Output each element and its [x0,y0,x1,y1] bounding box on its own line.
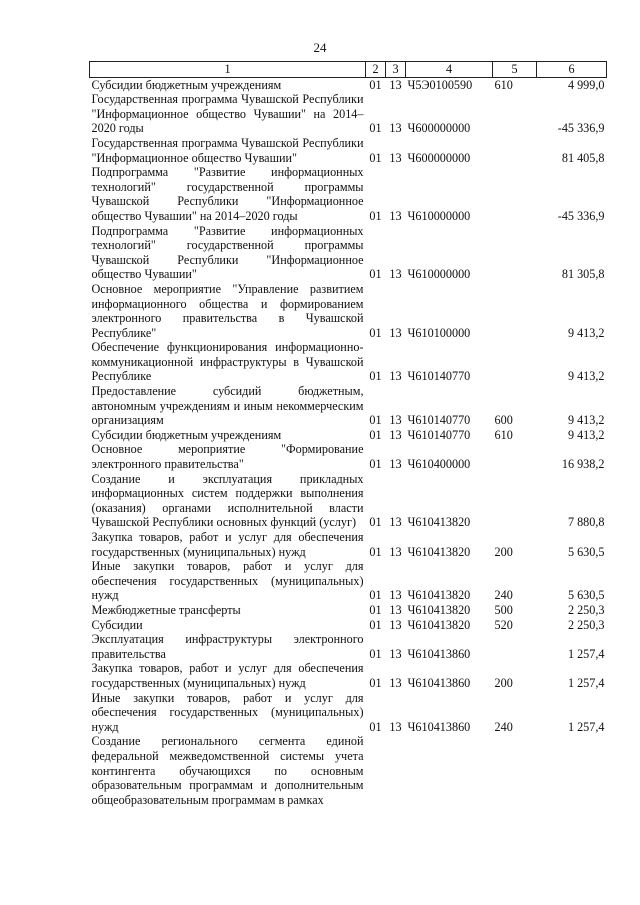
table-row [90,603,607,618]
row-subsection: 13 [389,77,402,92]
row-target-article: Ч610140770 [407,369,471,384]
row-expense-type [493,92,537,136]
row-section: 01 [369,457,382,472]
row-name: Межбюджетные трансферты [91,602,241,617]
table-row [90,618,607,633]
header-col-1: 1 [90,62,366,78]
header-col-5: 5 [493,62,537,78]
row-target-article: Ч610400000 [407,457,471,472]
row-expense-type: 610 [494,77,513,92]
row-section: 01 [369,675,382,690]
row-target-article: Ч610000000 [407,267,471,282]
row-target-article: Ч610413860 [407,719,471,734]
row-subsection: 13 [389,544,402,559]
table-row [90,691,607,735]
row-expense-type [493,136,537,165]
row-target-article: Ч610000000 [407,208,471,223]
row-section: 01 [369,208,382,223]
row-expense-type: 240 [494,719,513,734]
row-name: Субсидии бюджетным учреждениям [91,427,282,442]
row-section: 01 [369,646,382,661]
table-row [90,442,607,471]
row-name: Закупка товаров, работ и услуг для обеспечения государственных (муниципальных) нужд [91,530,364,559]
row-amount: 9 413,2 [567,369,605,384]
row-amount: 4 999,0 [567,77,605,92]
row-amount: 16 938,2 [561,457,605,472]
header-col-2: 2 [366,62,386,78]
row-target-article: Ч5Э0100590 [407,77,473,92]
row-expense-type [493,165,537,223]
row-target-article: Ч610413820 [407,544,471,559]
table-row [90,282,607,340]
row-section: 01 [369,77,382,92]
row-target-article: Ч610413860 [407,675,471,690]
table-row [90,428,607,443]
row-target-article: Ч610140770 [407,413,471,428]
page-number: 24 [313,40,327,55]
row-subsection: 13 [389,457,402,472]
row-name: Иные закупки товаров, работ и услуг для обеспечения государственных (муниципальных) нужд [91,690,364,734]
row-expense-type: 610 [494,427,513,442]
row-amount: 1 257,4 [567,675,605,690]
row-expense-type [493,472,537,530]
row-name: Закупка товаров, работ и услуг для обеспечения государственных (муниципальных) нужд [91,661,364,690]
row-expense-type [493,282,537,340]
row-subsection: 13 [389,602,402,617]
header-col-3: 3 [386,62,406,78]
row-name: Эксплуатация инфраструктуры электронного правительства [91,632,364,661]
row-amount: 1 257,4 [567,646,605,661]
table-row [90,92,607,136]
row-section: 01 [369,617,382,632]
table-row [90,340,607,384]
row-subsection [386,734,406,807]
budget-table [89,61,607,807]
row-amount: 5 630,5 [567,544,605,559]
row-expense-type [493,442,537,471]
row-expense-type [493,340,537,384]
row-name: Государственная программа Чувашской Республики "Информационное общество Чувашии" [91,135,364,165]
table-row [90,734,607,807]
table-row [90,224,607,282]
row-amount [537,734,607,807]
table-row [90,384,607,428]
row-expense-type [493,632,537,661]
row-amount: 1 257,4 [567,719,605,734]
row-name: Субсидии бюджетным учреждениям [91,77,282,92]
row-expense-type: 240 [494,588,513,603]
row-name: Создание регионального сегмента единой федеральной межведомственной системы учета контингента обучающихся по основным образовательным программам и дополнительным общеобразовательным программам в рамках [91,734,364,807]
table-row [90,559,607,603]
row-target-article: Ч610413820 [407,617,471,632]
row-target-article: Ч610100000 [407,325,471,340]
row-target-article: Ч610413860 [407,646,471,661]
table-row [90,136,607,165]
row-name: Основное мероприятие "Формирование электронного правительства" [91,442,364,472]
row-expense-type: 500 [494,602,513,617]
row-expense-type: 600 [494,413,513,428]
row-subsection: 13 [389,617,402,632]
row-section: 01 [369,369,382,384]
row-section: 01 [369,719,382,734]
table-row [90,77,607,92]
row-amount: 81 305,8 [561,267,605,282]
row-section: 01 [369,544,382,559]
table-row [90,530,607,559]
row-amount: 2 250,3 [567,602,605,617]
row-name: Подпрограмма "Развитие информационных технологий" государственной программы Чувашской Республики "Информационное общество Чувашии" [91,223,364,282]
row-amount: 7 880,8 [567,515,605,530]
row-name: Предоставление субсидий бюджетным, автономным учреждениям и иным некоммерческим организациям [91,384,364,428]
row-amount: 9 413,2 [567,427,605,442]
row-expense-type: 520 [494,617,513,632]
row-name: Субсидии [91,617,143,632]
row-amount: 9 413,2 [567,413,605,428]
row-subsection: 13 [389,121,402,136]
row-subsection: 13 [389,208,402,223]
row-section: 01 [369,267,382,282]
table-row [90,165,607,223]
row-subsection: 13 [389,369,402,384]
row-name: Подпрограмма "Развитие информационных технологий" государственной программы Чувашской Республики "Информационное общество Чувашии" на 2014–2020 годы [91,165,364,223]
row-expense-type [493,734,537,807]
row-amount: 2 250,3 [567,617,605,632]
table-row [90,632,607,661]
row-amount: -45 336,9 [557,208,605,223]
row-name: Основное мероприятие "Управление развитием информационного общества и формированием электронного правительства в Чувашской Республике" [91,281,364,340]
row-name: Обеспечение функционирования информационно-коммуникационной инфраструктуры в Чувашской Республике [91,340,364,384]
row-name: Создание и эксплуатация прикладных информационных систем поддержки выполнения (оказания) органами исполнительной власти Чувашской Республики основных функций (услуг) [91,471,364,530]
row-subsection: 13 [389,646,402,661]
row-subsection: 13 [389,588,402,603]
row-subsection: 13 [389,325,402,340]
row-section: 01 [369,150,382,165]
header-col-4: 4 [406,62,493,78]
header-col-6: 6 [537,62,607,78]
row-section: 01 [369,121,382,136]
row-section: 01 [369,602,382,617]
row-section: 01 [369,588,382,603]
row-target-article [406,734,493,807]
row-expense-type: 200 [494,675,513,690]
row-section: 01 [369,515,382,530]
row-target-article: Ч600000000 [407,150,471,165]
row-expense-type: 200 [494,544,513,559]
row-subsection: 13 [389,413,402,428]
row-subsection: 13 [389,719,402,734]
table-header-row [90,62,607,78]
row-subsection: 13 [389,427,402,442]
row-subsection: 13 [389,515,402,530]
row-subsection: 13 [389,675,402,690]
row-amount: 5 630,5 [567,588,605,603]
row-target-article: Ч610140770 [407,427,471,442]
row-target-article: Ч610413820 [407,602,471,617]
row-section [366,734,386,807]
row-name: Иные закупки товаров, работ и услуг для обеспечения государственных (муниципальных) нужд [91,559,364,603]
row-amount: 9 413,2 [567,325,605,340]
row-target-article: Ч610413820 [407,515,471,530]
row-subsection: 13 [389,150,402,165]
row-amount: 81 405,8 [561,150,605,165]
table-row [90,661,607,690]
row-subsection: 13 [389,267,402,282]
row-target-article: Ч610413820 [407,588,471,603]
row-section: 01 [369,325,382,340]
row-name: Государственная программа Чувашской Республики "Информационное общество Чувашии" на 2014–2020 годы [91,92,364,136]
row-target-article: Ч600000000 [407,121,471,136]
row-expense-type [493,224,537,282]
row-section: 01 [369,427,382,442]
row-section: 01 [369,413,382,428]
row-amount: -45 336,9 [557,121,605,136]
table-row [90,472,607,530]
